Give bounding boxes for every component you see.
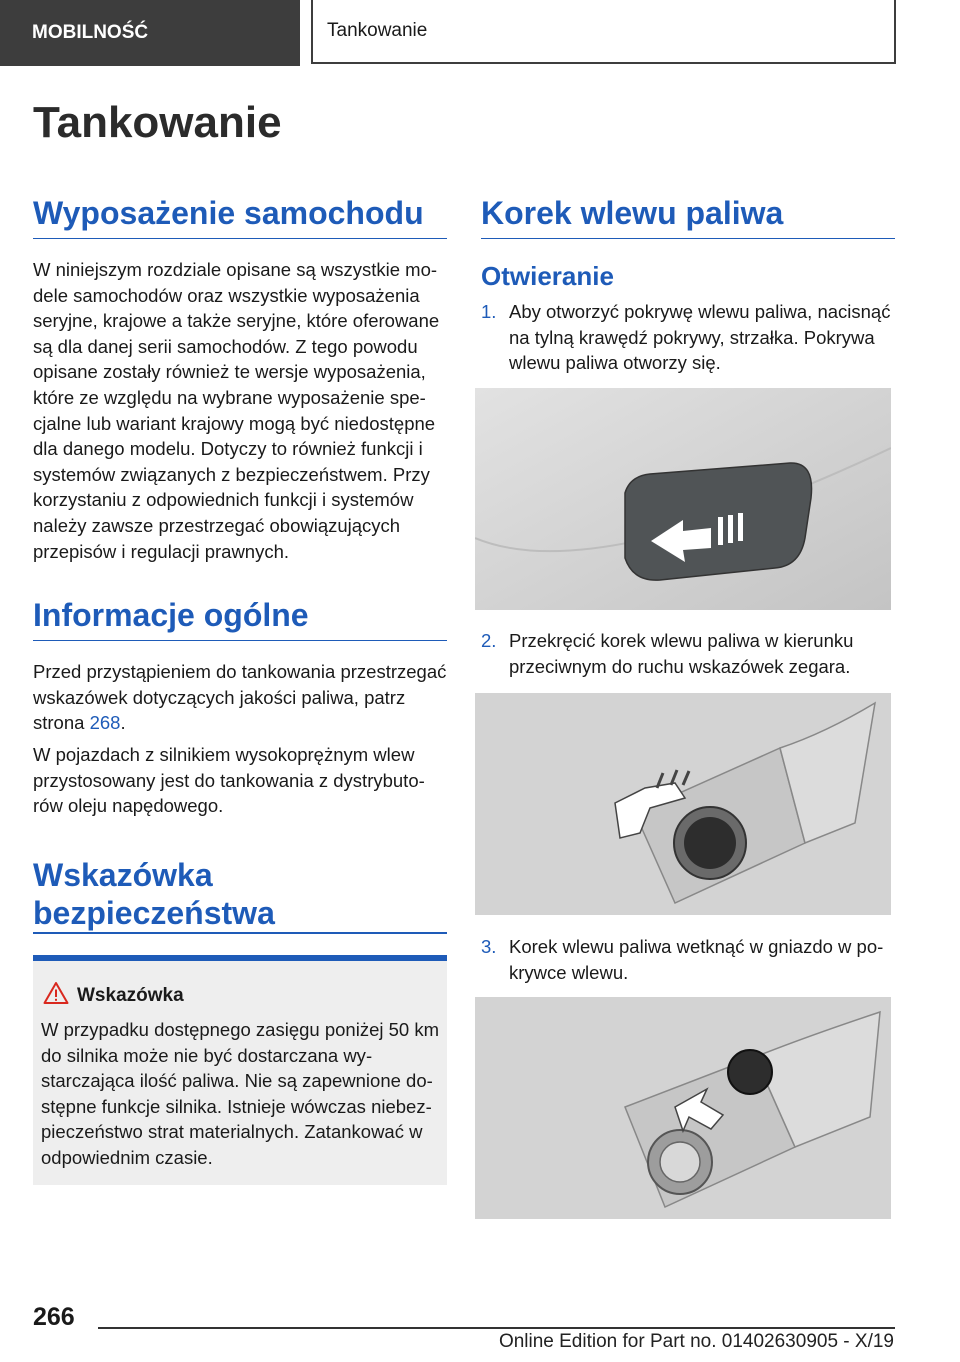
page-title: Tankowanie [33,98,282,147]
general-text-1-body: Przed przystąpieniem do tankowania przestrzegać wskazówek dotyczących jakości paliwa, patrz strona [33,661,447,734]
chapter-label: Tankowanie [327,20,428,41]
equipment-heading: Wyposażenie samochodu [33,194,447,239]
section-label: MOBILNOŚĆ [32,22,149,43]
chapter-tab [311,0,896,64]
step-3-number: 3. [481,936,497,957]
general-text-1 [33,659,447,736]
equipment-text: W niniejszym rozdziale opisane są wszystkie modele samochodów oraz wszystkie wyposażenia seryjne, krajowe a także seryjne, które oferowane są dla danej serii samochodów. Z tego powodu opisane zostały również te wersje wyposażenia, które ze względu na wybrane wyposażenie specjalne lub wariant krajowy mogą być niedostępne dla danego modelu. Dotyczy to również funkcji i systemów związanych z bezpieczeństwem. Przy korzystaniu z odpowiednich funkcji i systemów należy zawsze przestrzegać obowiązujących przepisów i regulacji prawnych. [33,259,440,562]
step-3-text: Korek wlewu paliwa wetknąć w gniazdo w pokrywce wlewu. [509,936,884,983]
warning-text: W przypadku dostępnego zasięgu poniżej 50 km do silnika może nie być dostarczana wystarczająca ilość paliwa. Nie są zapewnione dostępne funkcje silnika. Istnieje wówczas niebezpieczeństwo strat materialnych. Zatankować w odpowiednim czasie. [41,1019,439,1168]
fuel-flap-press-illustration [475,388,891,610]
warning-title: Wskazówka [77,985,184,1006]
step-1 [481,299,895,379]
general-text-1-end: . [120,712,126,734]
step-2-text: Przekręcić korek wlewu paliwa w kierunku przeciwnym do ruchu wskazówek zegara. [509,630,854,677]
footer-edition: Online Edition for Part no. 01402630905 - X/19 [498,1331,894,1352]
warning-triangle-icon [43,981,69,1005]
safety-heading-rule [33,932,447,934]
fuel-cap-twist-illustration [475,693,891,915]
general-heading: Informacje ogólne [33,596,447,641]
step-1-text: Aby otworzyć pokrywę wlewu paliwa, nacisnąć na tylną krawędź pokrywy, strzałka. Pokrywa wlewu paliwa otworzy się. [509,301,891,374]
general-text-2: W pojazdach z silnikiem wysokoprężnym wlew przystosowany jest do tankowania z dystrybutorów oleju napędowego. [33,744,425,817]
opening-subheading: Otwieranie [481,261,614,291]
page-number: 266 [33,1303,75,1331]
step-2-number: 2. [481,630,497,651]
fuel-cap-holder-illustration [475,997,891,1219]
section-tab [0,0,300,66]
fuel-cap-heading: Korek wlewu paliwa [481,194,895,239]
page-link-268[interactable]: 268 [89,712,121,734]
footer-rule [98,1327,895,1329]
warning-box [33,961,447,1185]
step-3 [481,934,895,989]
safety-heading: Wskazówka bezpieczeństwa [33,857,275,932]
step-2 [481,628,895,683]
step-1-number: 1. [481,301,497,322]
